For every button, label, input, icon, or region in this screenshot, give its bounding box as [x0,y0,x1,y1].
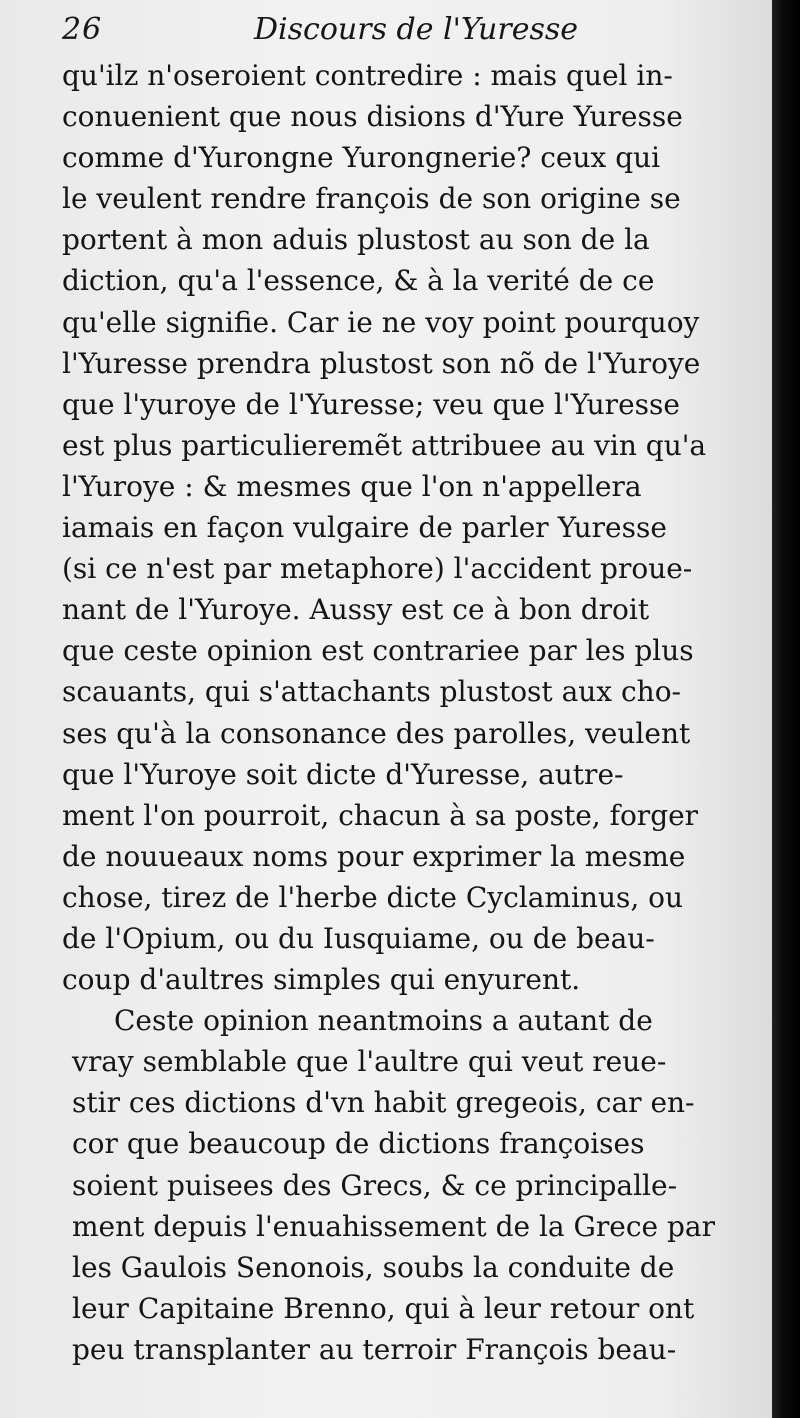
text-line: qu'elle signifie. Car ie ne voy point pourquoy [62,305,700,339]
running-head: Discours de l'Yuresse [254,12,578,47]
page-header [62,6,762,58]
text-line: ment depuis l'enuahissement de la Grece par [72,1209,715,1243]
text-line: soient puisees des Grecs, & ce principalle- [72,1168,678,1202]
text-line: ment l'on pourroit, chacun à sa poste, forger [62,798,699,832]
text-line: scauants, qui s'attachants plustost aux cho- [62,675,682,709]
text-line: coup d'aultres simples qui enyurent. [62,963,581,997]
text-line: comme d'Yurongne Yurongnerie? ceux qui [62,141,661,175]
text-line: chose, tirez de l'herbe dicte Cyclaminus, ou [62,880,684,914]
page-body [62,55,762,1370]
text-line: nant de l'Yuroye. Aussy est ce à bon droit [62,593,650,627]
text-line: que l'Yuroye soit dicte d'Yuresse, autre- [62,757,624,791]
text-line: diction, qu'a l'essence, & à la verité de ce [62,264,655,298]
text-line: vray semblable que l'aultre qui veut reue- [72,1045,667,1079]
text-line: les Gaulois Senonois, soubs la conduite de [72,1250,675,1284]
text-line: stir ces dictions d'vn habit gregeois, car en- [72,1086,695,1120]
text-line: qu'ilz n'oseroient contredire : mais quel in- [62,59,673,92]
book-edge-shadow [772,0,800,1418]
text-line: cor que beaucoup de dictions françoises [72,1127,645,1161]
text-line: l'Yuroye : & mesmes que l'on n'appellera [62,469,642,503]
text-line: que l'yuroye de l'Yuresse; veu que l'Yuresse [62,387,680,421]
text-line: de l'Opium, ou du Iusquiame, ou de beau- [62,921,655,955]
text-line: conuenient que nous disions d'Yure Yuresse [62,100,683,134]
text-line: que ceste opinion est contrariee par les plus [62,634,694,668]
text-line: portent à mon aduis plustost au son de la [62,223,650,257]
text-line: l'Yuresse prendra plustost son nõ de l'Yuroye [62,346,701,380]
text-line: iamais en façon vulgaire de parler Yuresse [62,511,667,545]
text-line: leur Capitaine Brenno, qui à leur retour ont [72,1291,695,1325]
text-line: est plus particulieremẽt attribuee au vin qu'a [62,428,707,462]
text-line: le veulent rendre françois de son origine se [62,182,681,216]
text-line: ses qu'à la consonance des parolles, veulent [62,716,691,750]
text-line: de nouueaux noms pour exprimer la mesme [62,839,686,873]
paragraph-start-line: Ceste opinion neantmoins a autant de [114,1004,653,1038]
page-number: 26 [62,12,103,47]
text-line: (si ce n'est par metaphore) l'accident proue- [62,552,693,586]
text-line: peu transplanter au terroir François beau- [72,1332,677,1366]
